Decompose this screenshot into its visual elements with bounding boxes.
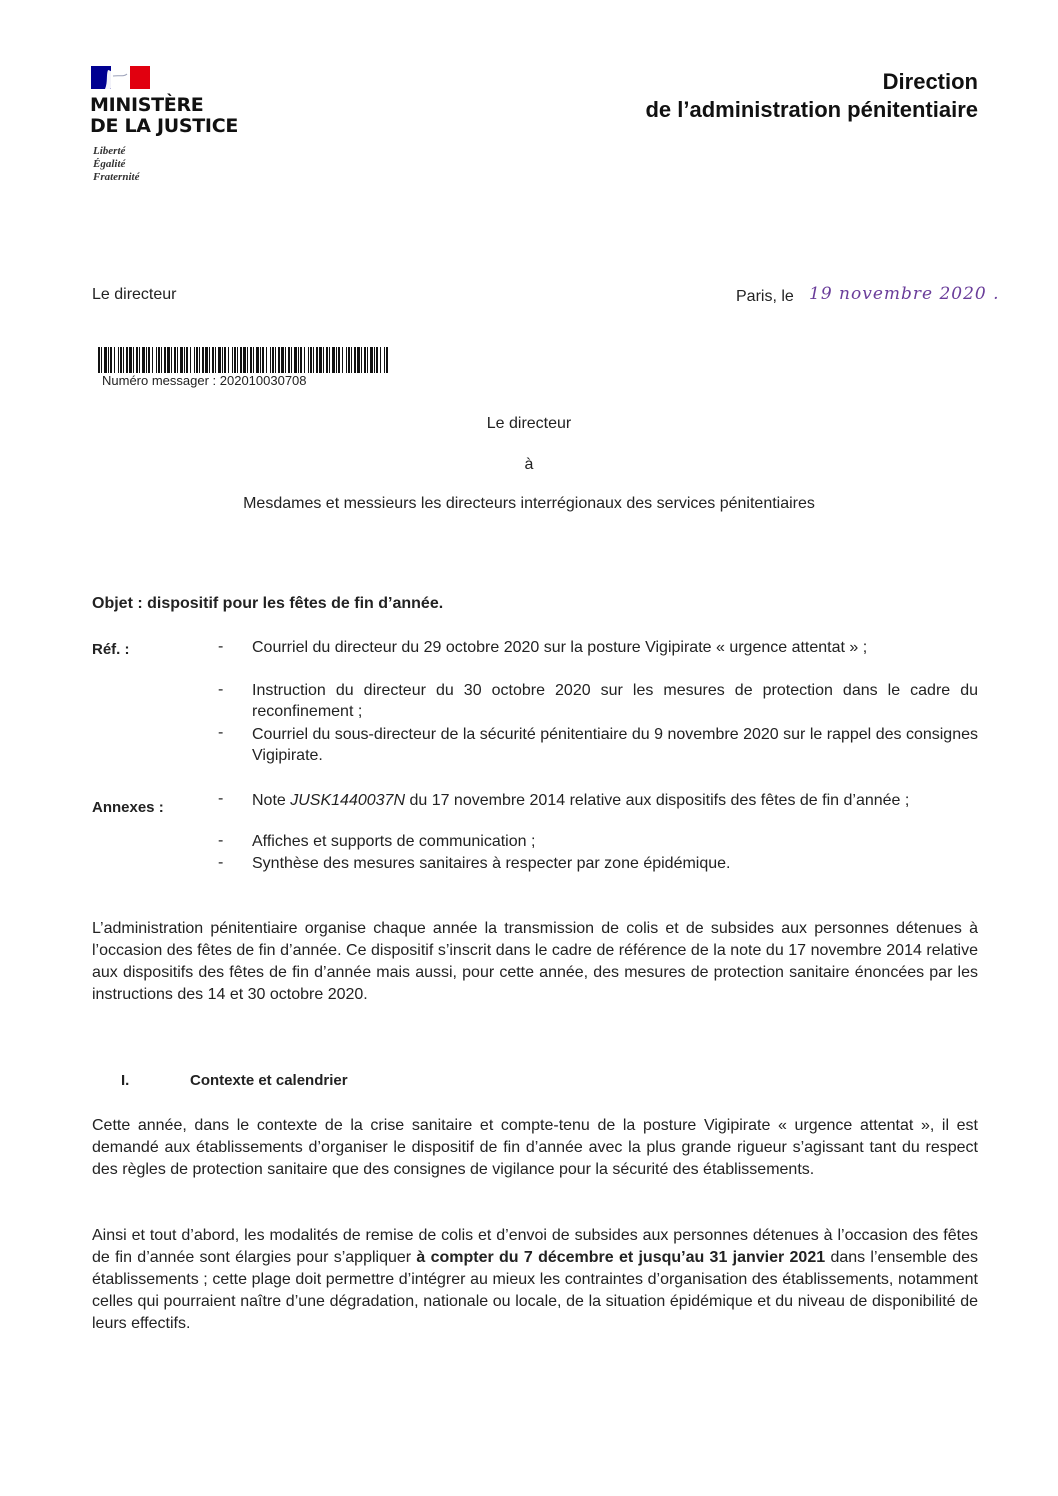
intro-paragraph: L’administration pénitentiaire organise chaque année la transmission de colis et de subsides aux personnes détenues à l’occasion des fêtes de fin d’année. Ce dispositif s’inscrit dans le cadre de référence de la note du 17 novembre 2014 relative aux dispositifs des fêtes de fin d’année mais aussi, pour cette année, des mesures de protection sanitaire énoncées par les instructions des 14 et 30 octobre 2020. [92,920,978,1003]
barcode-bar [224,347,226,373]
section-paragraph: Cette année, dans le contexte de la crise sanitaire et compte-tenu de la posture Vigipirate « urgence attentat », il est demandé aux établissements d’organiser le dispositif de fin d’année avec la plus grande rigueur s’agissant tant du respect des règles de protection sanitaire que des consignes de vigilance pour la sécurité des établissements. [92,1117,978,1178]
barcode-bar [148,347,150,373]
message-number: Numéro messager : 202010030708 [102,373,307,388]
list-dash: - [218,832,224,849]
barcode-bar [272,347,274,373]
annex-note-reference: JUSK1440037N [290,792,405,809]
barcode-bar [186,347,188,373]
references-label: Réf. : [92,641,130,658]
list-dash: - [218,724,224,741]
barcode-bar [142,347,145,373]
barcode-bar [326,347,328,373]
barcode-bar [304,347,305,373]
barcode-bar [357,347,360,373]
barcode-bar [247,347,248,373]
barcode-bar [209,347,210,373]
barcode-bar [300,347,302,373]
barcode-bar [139,347,140,373]
barcode-bar [291,347,292,373]
barcode-bar [367,347,368,373]
barcode-bar [298,347,299,373]
barcode-bar [240,347,242,373]
annex-note-prefix: Note [252,792,291,809]
annex-note-suffix: du 17 novembre 2014 relative aux dispositifs des fêtes de fin d’année ; [405,792,910,809]
barcode-bar [228,347,229,373]
barcode-bar [361,347,362,373]
annex-item [252,790,978,811]
barcode-bar [288,347,290,373]
barcode-bar [351,347,352,373]
barcode-bar [174,347,176,373]
barcode-bar [313,347,314,373]
republic-motto [93,145,139,184]
reference-item: Instruction du directeur du 30 octobre 2020 sur les mesures de protection dans le cadre du reconfinement ; [252,682,978,720]
barcode-bar [199,347,200,373]
list-dash: - [218,681,224,698]
ministry-name [90,95,238,137]
barcode-bar [256,347,259,373]
direction-line-1: Direction [882,69,978,94]
reference-item: Courriel du sous-directeur de la sécurité pénitentiaire du 9 novembre 2020 sur le rappel des consignes Vigipirate. [252,726,978,764]
barcode-bar [275,347,276,373]
section-title: Contexte et calendrier [190,1072,348,1089]
barcode-bar [278,347,280,373]
barcode-bar [266,347,267,373]
barcode-bar [338,347,340,373]
barcode-bar [156,347,157,373]
barcode-bar [98,347,100,373]
barcode-bar [386,347,388,373]
motto-egalite: Égalité [93,158,126,170]
barcode-bar [348,347,350,373]
direction-header [645,68,978,124]
barcode-bar [232,347,233,373]
barcode-bar [161,347,162,373]
addressing-to: à [524,456,534,473]
barcode-bar [120,347,122,373]
paragraph-emphasis: à compter du 7 décembre et jusqu’au 31 janvier 2021 [416,1249,826,1266]
barcode-bar [364,347,366,373]
barcode-bar [234,347,236,373]
barcode-bar [316,347,318,373]
barcode-bar [237,347,238,373]
barcode-bar [104,347,107,373]
direction-line-2: de l’administration pénitentiaire [645,97,978,122]
barcode-bar [177,347,178,373]
annexes-label: Annexes : [92,799,164,816]
barcode-bar [146,347,147,373]
list-dash: - [218,854,224,871]
ministry-line-1: MINISTÈRE [90,94,204,116]
barcode-bar [308,347,309,373]
barcode-bar [260,347,261,373]
barcode-bar [136,347,138,373]
barcode-bar [384,347,385,373]
barcode-bar [212,347,214,373]
barcode-bar [285,347,286,373]
barcode-bar [243,347,246,373]
barcode-bar [294,347,297,373]
motto-liberte: Liberté [93,145,126,157]
barcode-bar [167,347,170,373]
sender-title: Le directeur [92,286,177,303]
barcode-bar [329,347,330,373]
annex-item: Synthèse des mesures sanitaires à respecter par zone épidémique. [252,855,731,872]
marianne-flag-logo [91,66,150,89]
barcode-bar [118,347,119,373]
barcode-bar [180,347,183,373]
barcode-bar [152,347,153,373]
barcode-bar [250,347,252,373]
barcode-bar [370,347,373,373]
section-paragraph [92,1225,978,1335]
barcode-bar [190,347,191,373]
barcode-bar [215,347,216,373]
barcode-bar [184,347,185,373]
barcode-bar [202,347,204,373]
barcode-bar [253,347,254,373]
barcode-bar [171,347,172,373]
motto-fraternite: Fraternité [93,171,140,183]
barcode-bar [101,347,102,373]
barcode-bar [270,347,271,373]
barcode-bar [376,347,378,373]
barcode-bar [222,347,223,373]
ministry-line-2: DE LA JUSTICE [90,115,239,137]
barcode-bar [354,347,356,373]
barcode-bar [336,347,337,373]
barcode-bar [374,347,375,373]
barcode-bar [196,347,198,373]
barcode-bar [332,347,335,373]
barcode-bar [126,347,128,373]
reference-item: Courriel du directeur du 29 octobre 2020 sur la posture Vigipirate « urgence attentat » ; [252,639,868,656]
barcode-bar [205,347,208,373]
barcode-bar [319,347,322,373]
recipients: Mesdames et messieurs les directeurs interrégionaux des services pénitentiaires [243,495,815,512]
barcode-bar [110,347,112,373]
handwritten-date: 19 novembre 2020 . [809,284,1000,304]
barcode-bar [310,347,312,373]
barcode-bar [164,347,166,373]
list-dash: - [218,790,224,807]
paragraph-text: dans l’ensemble des établissements ; cette plage doit permettre d’intégrer au mieux les contraintes d’organisation des établissements, notamment celles qui pourraient naître d’une dégradation, nationale ou locale, de la situation épidémique et du niveau de disponibilité de leurs effectifs. [92,1249,979,1332]
annex-item: Affiches et supports de communication ; [252,833,536,850]
barcode-bar [323,347,324,373]
section-number: I. [121,1072,130,1089]
date-place: Paris, le [736,288,794,305]
subject-line: Objet : dispositif pour les fêtes de fin d’année. [92,595,444,612]
barcode-bar [281,347,284,373]
barcode-bar [342,347,343,373]
barcode [98,347,390,373]
barcode-bar [346,347,347,373]
barcode-bar [262,347,264,373]
barcode-bar [129,347,132,373]
barcode-bar [158,347,160,373]
addresser: Le directeur [486,415,572,432]
barcode-bar [114,347,115,373]
list-dash: - [218,638,224,655]
barcode-bar [380,347,381,373]
barcode-bar [123,347,124,373]
barcode-bar [133,347,134,373]
barcode-bar [218,347,221,373]
barcode-bar [108,347,109,373]
barcode-bar [194,347,195,373]
paragraph-text: Ainsi et tout d’abord, les modalités de remise de colis et d’envoi de subsides aux personnes détenues à l’occasion des fêtes de fin d’année sont élargies pour s’appliquer [92,1227,978,1266]
